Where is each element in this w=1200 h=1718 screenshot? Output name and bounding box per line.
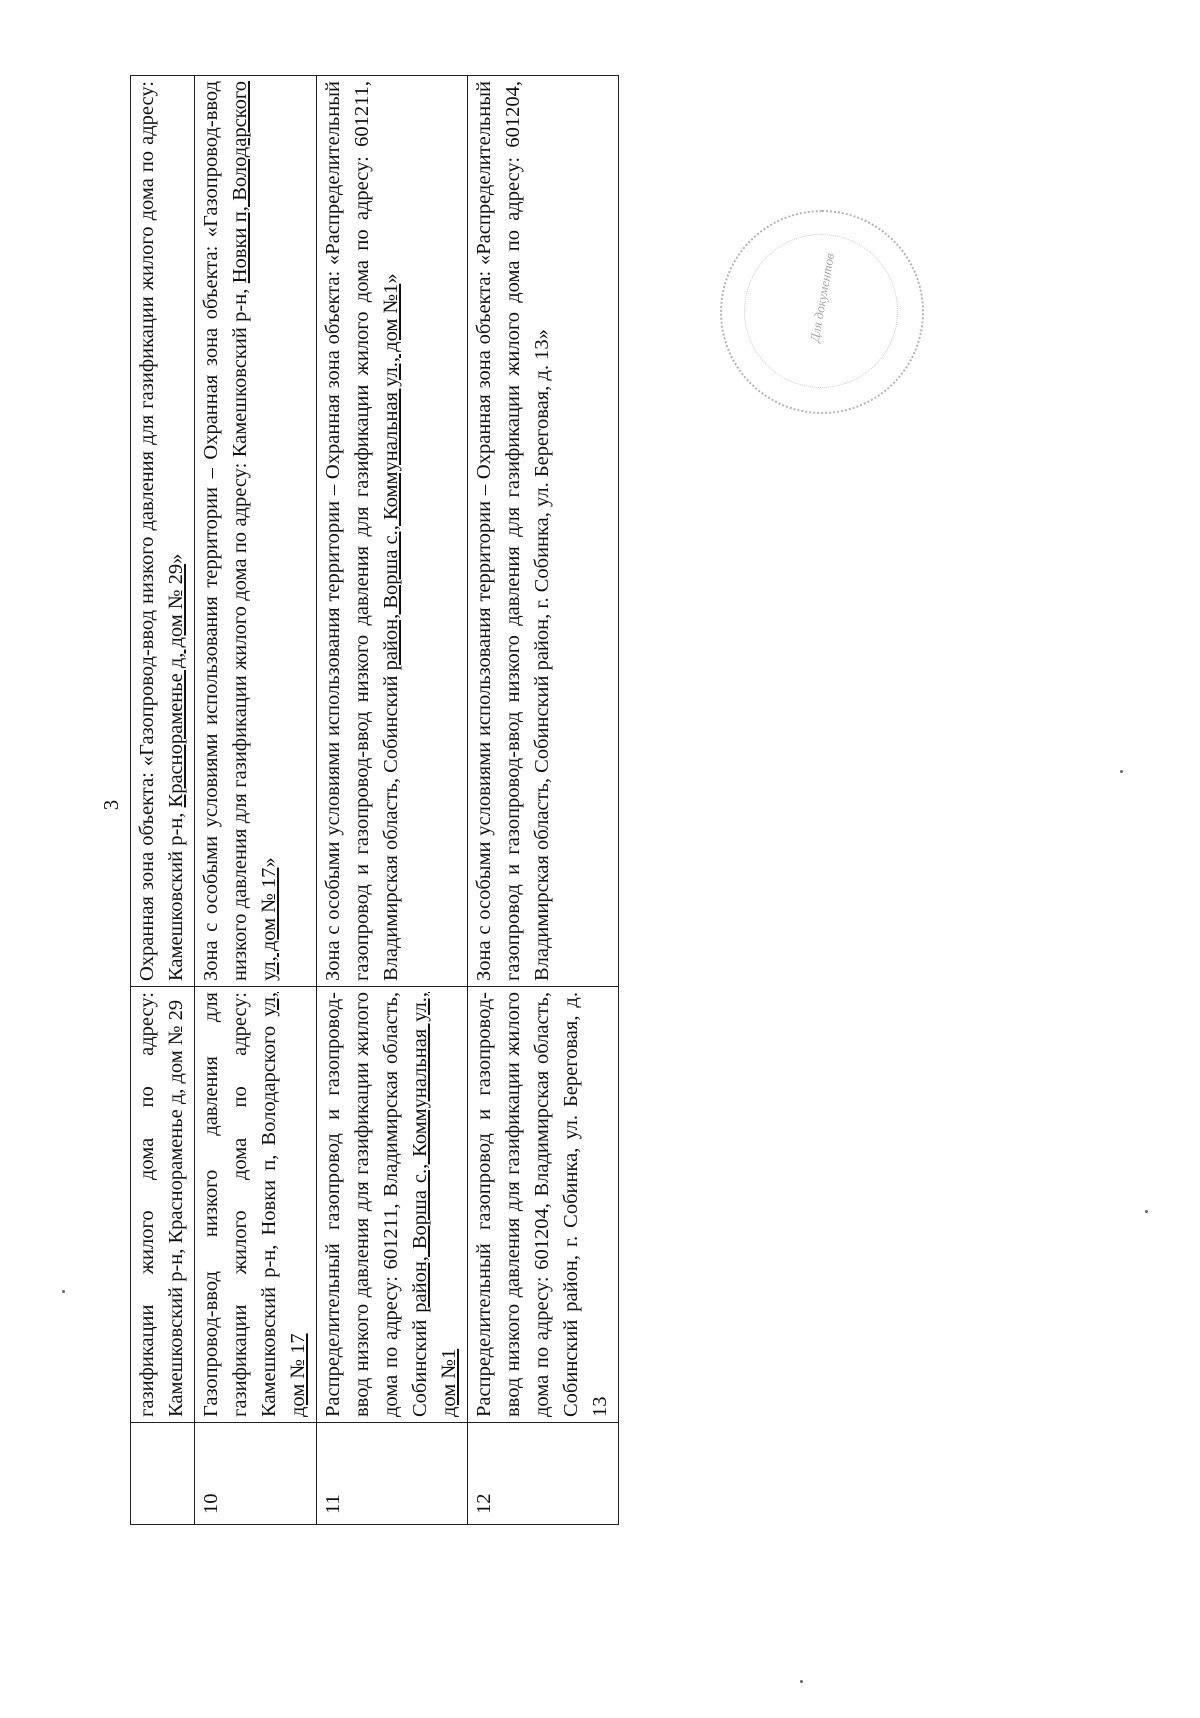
zone-text-end: » bbox=[165, 553, 187, 564]
page-number: 3 bbox=[99, 799, 123, 811]
rotated-page bbox=[96, 81, 1136, 1525]
zones-table bbox=[130, 75, 619, 1525]
row-number bbox=[131, 1423, 195, 1525]
zone-cell bbox=[131, 76, 195, 987]
row-number: 11 bbox=[317, 1423, 468, 1525]
table-row bbox=[317, 76, 468, 1525]
zone-cell bbox=[195, 76, 317, 987]
zone-address-underlined: Краснораменье д, дом № 29 bbox=[165, 563, 187, 808]
scan-speck bbox=[62, 1290, 65, 1293]
object-address-underlined: ул, дом № 17 bbox=[258, 992, 309, 1417]
zone-text-end: » bbox=[258, 857, 280, 868]
zone-text-end: » bbox=[380, 273, 402, 284]
zone-address-underlined: район, Ворша с., Коммунальная ул., дом №1 bbox=[380, 283, 402, 671]
object-address-underlined: район, Ворша с., Коммунальная ул., дом №1 bbox=[409, 992, 460, 1417]
stamp-text: Для документов bbox=[806, 251, 838, 344]
row-number: 10 bbox=[195, 1423, 317, 1525]
object-text: Газопровод-ввод низкого давления для газификации жилого дома по адресу: Камешковский р-н, Новки п, Володарского bbox=[200, 992, 280, 1417]
zone-text: Зона с особыми условиями использования территории – Охранная зона объекта: «Распределительный газопровод и газопровод-ввод низкого давления для газификации жилого дома по адресу: 601211, Владимирская область, Собинский bbox=[322, 81, 402, 981]
scan-speck bbox=[1145, 1210, 1148, 1213]
object-cell: газификации жилого дома по адресу: Камешковский р-н, Краснораменье д, дом № 29 bbox=[131, 987, 195, 1423]
object-text: Распределительный газопровод и газопровод-ввод низкого давления для газификации жилого дома по адресу: 601211, Владимирская область, Собинский bbox=[322, 992, 431, 1417]
zone-text: Охранная зона объекта: «Газопровод-ввод низкого давления для газификации жилого дома по адресу: Камешковский р-н, bbox=[136, 81, 187, 981]
table-row bbox=[195, 76, 317, 1525]
zone-cell bbox=[317, 76, 468, 987]
scan-speck bbox=[800, 1680, 803, 1683]
zone-cell: Зона с особыми условиями использования территории – Охранная зона объекта: «Распределительный газопровод и газопровод-ввод низкого давления для газификации жилого дома по адресу: 601204, Владимирская область, Собинский район, г. Собинка, ул. Береговая, д. 13» bbox=[468, 76, 619, 987]
object-cell bbox=[317, 987, 468, 1423]
object-cell: Распределительный газопровод и газопровод-ввод низкого давления для газификации жилого дома по адресу: 601204, Владимирская область, Собинский район, г. Собинка, ул. Береговая, д. 13 bbox=[468, 987, 619, 1423]
object-cell bbox=[195, 987, 317, 1423]
scan-speck bbox=[1120, 770, 1123, 773]
faded-stamp bbox=[720, 210, 924, 414]
table-row bbox=[131, 76, 195, 1525]
table-row bbox=[468, 76, 619, 1525]
zone-address-underlined: Новки п, Володарского ул, дом № 17 bbox=[229, 81, 280, 981]
row-number: 12 bbox=[468, 1423, 619, 1525]
zone-text: Зона с особыми условиями использования территории – Охранная зона объекта: «Газопровод-ввод низкого давления для газификации жилого дома по адресу: Камешковский р-н, bbox=[200, 81, 251, 981]
